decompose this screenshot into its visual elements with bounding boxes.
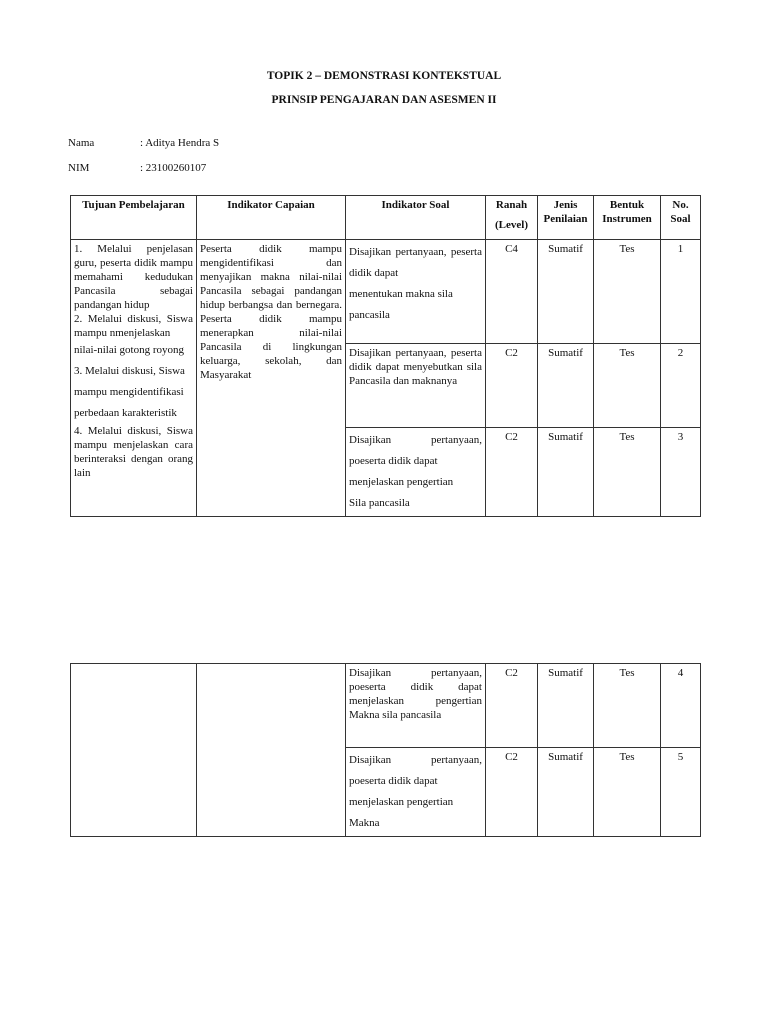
ranah-cell: C2 [486, 664, 538, 748]
tujuan-item: 2. Melalui diskusi, Siswa mampu nmenjelaskan [74, 313, 193, 339]
soal-line: Makna [349, 817, 380, 829]
header-no-line1: No. [672, 199, 689, 211]
soal-cell [346, 748, 486, 837]
no-cell: 1 [661, 240, 701, 344]
soal-line: pancasila [349, 309, 390, 321]
bentuk-cell: Tes [594, 664, 661, 748]
ranah-cell: C2 [486, 748, 538, 837]
tujuan-item: 1. Melalui penjelasan guru, peserta didik mampu memahami kedudukan Pancasila sebagai pandangan hidup [74, 243, 193, 311]
header-ranah-line2: (Level) [495, 219, 528, 231]
header-no-line2: Soal [670, 213, 691, 225]
soal-line: menjelaskan pengertian [349, 796, 454, 808]
header-capaian: Indikator Capaian [197, 196, 346, 240]
assessment-table [70, 195, 701, 517]
soal-cell: Disajikan pertanyaan, peserta didik dapat menyebutkan sila Pancasila dan maknanya [346, 344, 486, 428]
nim-label: NIM [68, 162, 90, 174]
capaian-cell-empty [197, 664, 346, 837]
nim-row [68, 162, 206, 174]
soal-line: Disajikan pertanyaan, peserta didik dapat [349, 246, 482, 279]
tujuan-item: perbedaan karakteristik [74, 407, 177, 419]
nama-value: : Aditya Hendra S [140, 137, 220, 149]
header-jenis-line2: Penilaian [543, 213, 588, 225]
ranah-cell: C2 [486, 344, 538, 428]
table-row [71, 240, 701, 344]
jenis-cell: Sumatif [538, 240, 594, 344]
bentuk-cell: Tes [594, 428, 661, 517]
tujuan-item: 4. Melalui diskusi, Siswa mampu menjelaskan cara berinteraksi dengan orang lain [74, 425, 193, 479]
header-bentuk [594, 196, 661, 240]
soal-line: poeserta didik dapat [349, 775, 438, 787]
no-cell: 5 [661, 748, 701, 837]
soal-line: menjelaskan pengertian [349, 476, 454, 488]
header-bentuk-line1: Bentuk [609, 199, 645, 211]
nim-value: : 23100260107 [140, 162, 207, 174]
header-ranah [486, 196, 538, 240]
tujuan-item: nilai-nilai gotong royong [74, 344, 184, 356]
document-subtitle: PRINSIP PENGAJARAN DAN ASESMEN II [271, 94, 497, 106]
jenis-cell: Sumatif [538, 428, 594, 517]
soal-cell [346, 240, 486, 344]
ranah-cell: C4 [486, 240, 538, 344]
header-ranah-line1: Ranah [495, 199, 528, 211]
no-cell: 4 [661, 664, 701, 748]
bentuk-cell: Tes [594, 748, 661, 837]
nama-label: Nama [68, 137, 95, 149]
jenis-cell: Sumatif [538, 748, 594, 837]
header-soal: Indikator Soal [346, 196, 486, 240]
soal-cell [346, 428, 486, 517]
soal-line: Sila pancasila [349, 497, 410, 509]
no-cell: 2 [661, 344, 701, 428]
header-tujuan: Tujuan Pembelajaran [71, 196, 197, 240]
tujuan-cell [71, 240, 197, 517]
tujuan-cell-empty [71, 664, 197, 837]
soal-line: Disajikan pertanyaan, [349, 754, 482, 766]
capaian-cell: Peserta didik mampu mengidentifikasi dan menyajikan makna nilai-nilai Pancasila sebagai pandangan hidup berbangsa dan bernegara. Peserta didik mampu menerapkan nilai-nilai Pancasila di lingkungan keluarga, sekolah, dan Masyarakat [197, 240, 346, 517]
no-cell: 3 [661, 428, 701, 517]
tujuan-item: mampu mengidentifikasi [74, 386, 184, 398]
soal-line: menentukan makna sila [349, 288, 453, 300]
header-bentuk-line2: Instrumen [602, 213, 652, 225]
header-no [661, 196, 701, 240]
jenis-cell: Sumatif [538, 664, 594, 748]
document-title: TOPIK 2 – DEMONSTRASI KONTEKSTUAL [266, 70, 502, 82]
bentuk-cell: Tes [594, 344, 661, 428]
nama-row [68, 137, 219, 149]
assessment-table-continued [70, 663, 701, 837]
header-jenis [538, 196, 594, 240]
header-jenis-line1: Jenis [553, 199, 578, 211]
table-row [71, 664, 701, 748]
bentuk-cell: Tes [594, 240, 661, 344]
ranah-cell: C2 [486, 428, 538, 517]
soal-line: Disajikan pertanyaan, poeserta didik dapat [349, 434, 482, 467]
soal-cell: Disajikan pertanyaan, poeserta didik dapat menjelaskan pengertian Makna sila pancasila [346, 664, 486, 748]
jenis-cell: Sumatif [538, 344, 594, 428]
table-header-row [71, 196, 701, 240]
tujuan-item: 3. Melalui diskusi, Siswa [74, 365, 185, 377]
